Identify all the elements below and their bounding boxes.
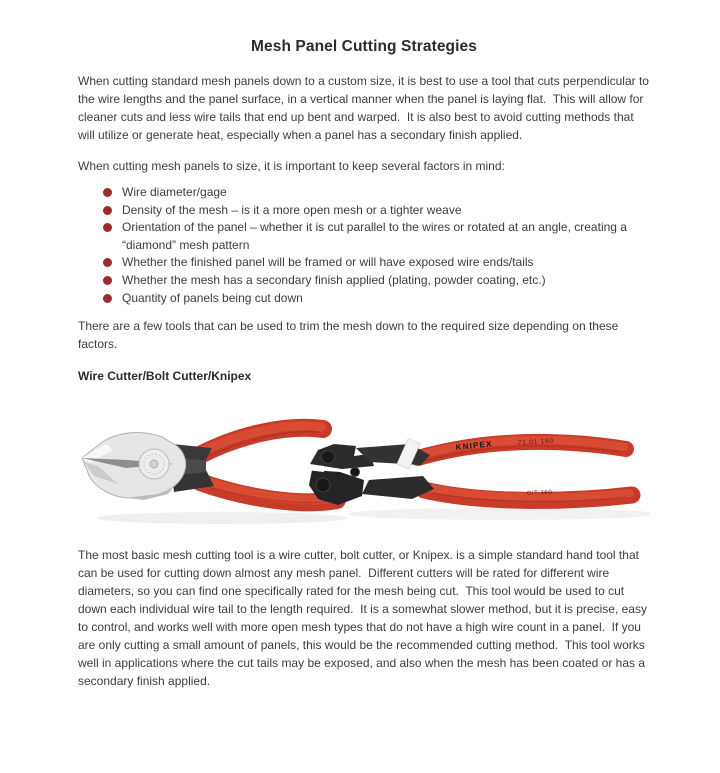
section-paragraph: The most basic mesh cutting tool is a wire cutter, bolt cutter, or Knipex. is a simple standard hand tool that can be used for cutting down almost any mesh panel. Different cutters will be rated for different wire diameters, so you can find one specifically rated for the mesh being cut. This tool would be used to cut down each individual wire tail to the length required. It is a somewhat slower method, but it is precise, easy to control, and works well with more open mesh types that do not have a high wire count in a panel. If you are only cutting a small amount of panels, this would be the recommended cutting method. This tool works well in applications where the cut tails may be exposed, and also when the mesh has been coated or has a secondary finish applied.	[78, 548, 651, 689]
factor-text: Density of the mesh – is it a more open mesh or a tighter weave	[122, 202, 462, 217]
list-item	[78, 254, 650, 272]
section-heading: Wire Cutter/Bolt Cutter/Knipex	[78, 369, 252, 384]
cutting-tools-figure	[72, 400, 650, 538]
list-item	[78, 202, 650, 220]
factors-intro-paragraph: When cutting mesh panels to size, it is important to keep several factors in mind:	[78, 159, 505, 173]
factors-list	[78, 184, 650, 307]
bullet-icon	[103, 258, 112, 267]
knipex-model-text: 71 01 160	[517, 437, 555, 448]
factor-text: Whether the finished panel will be framed or will have exposed wire ends/tails	[122, 255, 534, 270]
knipex-lower-marking-text: C/T 160	[526, 489, 553, 498]
list-item	[78, 290, 650, 308]
list-item	[78, 184, 650, 202]
wire-cutter-illustration	[82, 426, 347, 524]
bullet-icon	[103, 206, 112, 215]
bullet-icon	[103, 294, 112, 303]
bullet-icon	[103, 223, 112, 232]
factor-text: Whether the mesh has a secondary finish applied (plating, powder coating, etc.)	[122, 272, 546, 287]
tools-intro-paragraph: There are a few tools that can be used to trim the mesh down to the required size depending on these factors.	[78, 319, 622, 352]
factor-text: Orientation of the panel – whether it is cut parallel to the wires or rotated at an angle, creating a “diamond” mesh pattern	[122, 220, 627, 252]
bullet-icon	[103, 276, 112, 285]
factor-text: Wire diameter/gage	[122, 185, 227, 199]
knipex-brand-text: KNIPEX	[455, 439, 494, 453]
intro-paragraph: When cutting standard mesh panels down to a custom size, it is best to use a tool that cuts perpendicular to the wire lengths and the panel surface, in a vertical manner when the panel is laying flat. This will allow for cleaner cuts and less wire tails that end up bent and warped. It is also best to avoid cutting methods that will utilize or generate heat, especially when a panel has a secondary finish applied.	[78, 74, 653, 142]
document-title: Mesh Panel Cutting Strategies	[251, 38, 477, 55]
factor-text: Quantity of panels being cut down	[122, 290, 303, 305]
knipex-bolt-cutter-illustration	[306, 438, 650, 521]
cutting-tools-image	[72, 400, 650, 538]
list-item	[78, 219, 650, 254]
list-item	[78, 272, 650, 290]
bullet-icon	[103, 188, 112, 197]
